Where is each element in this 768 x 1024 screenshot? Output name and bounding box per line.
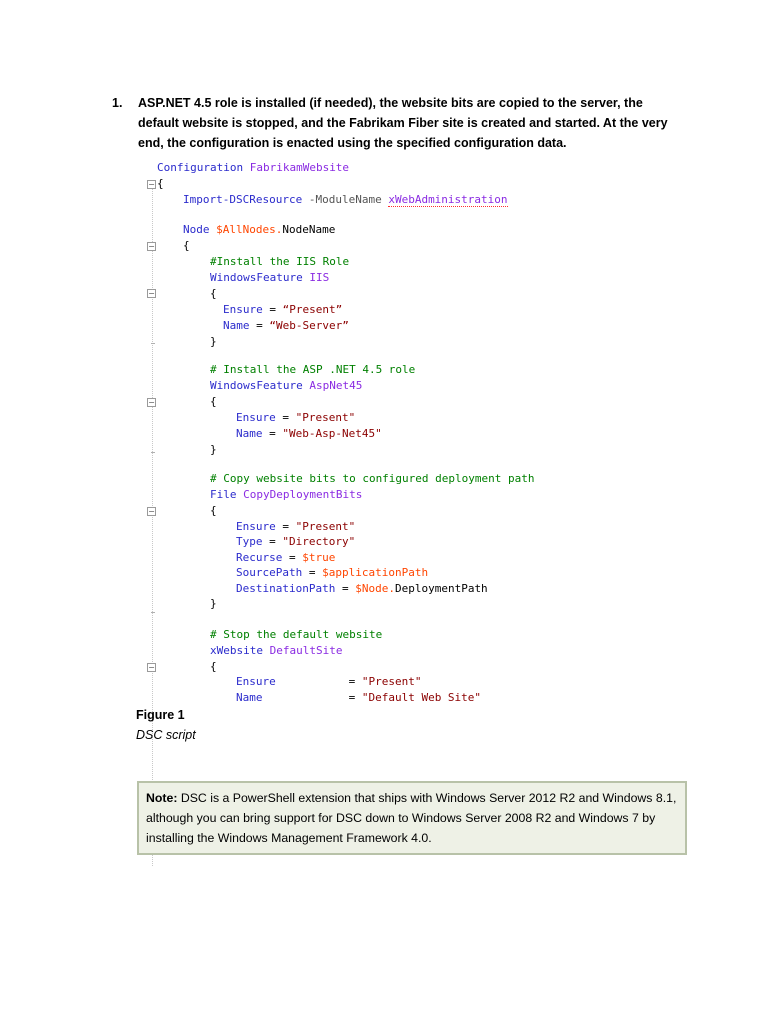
code-line: Import-DSCResource -ModuleName xWebAdministration	[183, 193, 508, 206]
code-line: }	[210, 443, 217, 456]
code-line: }	[210, 335, 217, 348]
code-line: Name = “Web-Server”	[223, 319, 349, 332]
code-line: # Stop the default website	[210, 628, 383, 641]
code-line: #Install the IIS Role	[210, 255, 350, 268]
collapse-icon[interactable]: −	[148, 289, 155, 298]
fold-end-marker	[151, 343, 155, 344]
code-figure	[143, 160, 683, 708]
code-line: {	[210, 504, 217, 517]
code-line: Ensure = "Present"	[236, 520, 356, 533]
code-line: Name = "Web-Asp-Net45"	[236, 427, 382, 440]
numbered-list-item	[112, 93, 672, 153]
code-line: Ensure = "Present"	[236, 675, 422, 688]
code-line: DestinationPath = $Node.DeploymentPath	[236, 582, 488, 595]
code-line: {	[210, 395, 217, 408]
collapse-icon[interactable]: −	[148, 398, 155, 407]
code-line: {	[157, 177, 164, 190]
code-line: }	[210, 597, 217, 610]
collapse-icon[interactable]: −	[148, 663, 155, 672]
code-line: Ensure = “Present”	[223, 303, 343, 316]
code-line: # Copy website bits to configured deployment path	[210, 472, 535, 485]
code-line: WindowsFeature AspNet45	[210, 379, 363, 392]
code-line: Recurse = $true	[236, 551, 336, 564]
figure-caption: DSC script	[136, 728, 196, 742]
code-line: {	[210, 287, 217, 300]
outline-guide	[152, 181, 154, 866]
code-line: {	[183, 239, 190, 252]
list-number: 1.	[112, 96, 123, 110]
code-line: WindowsFeature IIS	[210, 271, 330, 284]
code-line: SourcePath = $applicationPath	[236, 566, 429, 579]
code-line: Node $AllNodes.NodeName	[183, 223, 336, 236]
fold-end-marker	[151, 452, 155, 453]
code-line: # Install the ASP .NET 4.5 role	[210, 363, 416, 376]
collapse-icon[interactable]: −	[148, 180, 155, 189]
fold-end-marker	[151, 612, 155, 613]
note-label: Note:	[146, 791, 178, 805]
code-line: Name = "Default Web Site"	[236, 691, 482, 704]
collapse-icon[interactable]: −	[148, 507, 155, 516]
code-line: File CopyDeploymentBits	[210, 488, 363, 501]
code-line: Type = "Directory"	[236, 535, 356, 548]
collapse-icon[interactable]: −	[148, 242, 155, 251]
note-text: DSC is a PowerShell extension that ships with Windows Server 2012 R2 and Windows 8.1, although you can bring support for DSC down to Windows Server 2008 R2 and Windows 7 by installing the Windows Management Framework 4.0.	[146, 791, 677, 845]
figure-label: Figure 1	[136, 708, 185, 722]
note-box	[137, 781, 687, 855]
code-line: {	[210, 660, 217, 673]
code-line: Ensure = "Present"	[236, 411, 356, 424]
code-line: Configuration FabrikamWebsite	[157, 161, 350, 174]
list-item-text: ASP.NET 4.5 role is installed (if needed), the website bits are copied to the server, the default website is stopped, and the Fabrikam Fiber site is created and started. At the very end, the configuration is enacted using the specified configuration data.	[138, 96, 668, 150]
code-line: xWebsite DefaultSite	[210, 644, 343, 657]
